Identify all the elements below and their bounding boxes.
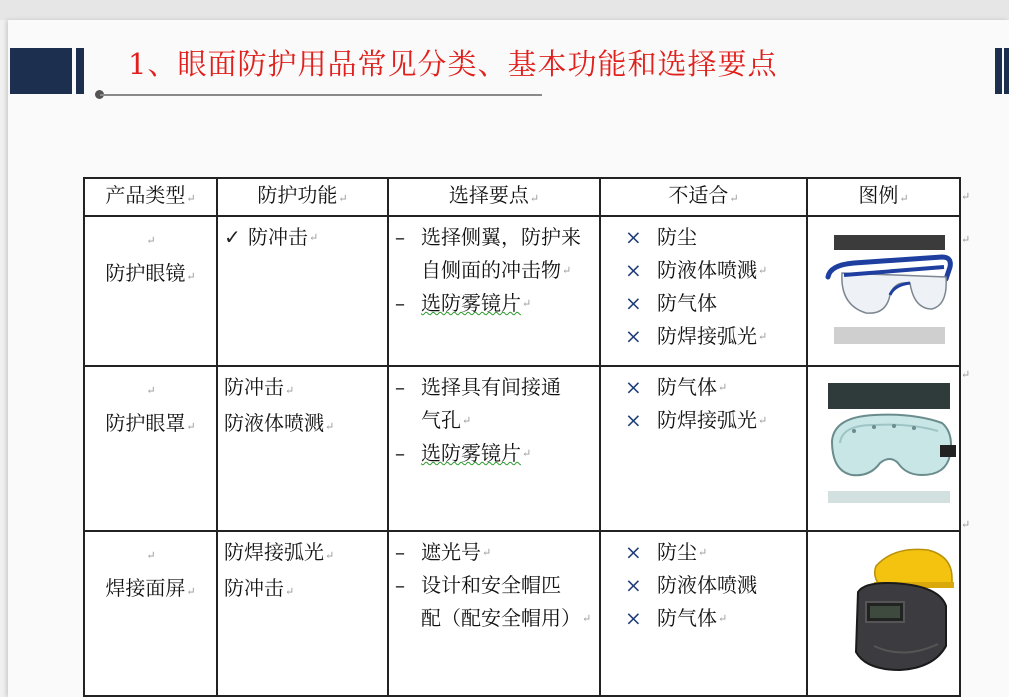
cross-icon: × <box>625 324 642 348</box>
welding-shield-image <box>814 536 964 681</box>
cross-icon: × <box>625 408 642 432</box>
cross-icon: × <box>625 375 642 399</box>
cross-icon: × <box>625 225 642 249</box>
check-icon: ✓ <box>224 225 241 249</box>
title-underline <box>100 94 542 96</box>
unsuitable-cell: × 防尘 ↵ × 防液体喷溅 × 防气体 ↵ <box>600 531 807 696</box>
header-cell: 图例↵ <box>807 178 960 216</box>
type-cell: ↵ 焊接面屏↵ <box>84 531 217 696</box>
slide-deco-left <box>10 48 72 94</box>
cross-icon: × <box>625 573 642 597</box>
points-cell: – 遮光号 ↵ – 设计和安全帽匹 配（配安全帽用） ↵ <box>388 531 600 696</box>
cross-icon: × <box>625 606 642 630</box>
header-cell: 防护功能↵ <box>217 178 388 216</box>
function-cell: ✓ 防冲击 ↵ <box>217 216 388 366</box>
protection-table <box>83 177 961 697</box>
image-cell <box>807 366 960 531</box>
function-cell: 防冲击↵ 防液体喷溅↵ <box>217 366 388 531</box>
slide-deco-left-stripe <box>76 48 84 94</box>
header-cell: 产品类型↵ <box>84 178 217 216</box>
function-cell: 防焊接弧光↵ 防冲击↵ <box>217 531 388 696</box>
type-cell: ↵ 防护眼罩↵ <box>84 366 217 531</box>
points-cell: – 选择侧翼，防护来 自侧面的冲击物 ↵ – 选防雾镜片 ↵ <box>388 216 600 366</box>
table-row-marker: ↵ <box>961 518 971 531</box>
cross-icon: × <box>625 258 642 282</box>
table-header-row <box>84 178 960 216</box>
top-bar <box>0 0 1009 20</box>
type-cell: ↵ 防护眼镜↵ <box>84 216 217 366</box>
table-row-marker: ↵ <box>961 190 971 203</box>
unsuitable-cell: × 防气体 ↵ × 防焊接弧光 ↵ <box>600 366 807 531</box>
header-cell: 不适合↵ <box>600 178 807 216</box>
table-row <box>84 366 960 531</box>
table-row-marker: ↵ <box>961 368 971 381</box>
slide-deco-right <box>995 48 1002 94</box>
table-row <box>84 216 960 366</box>
slide-deco-right-stripe <box>1004 48 1009 94</box>
header-cell: 选择要点↵ <box>388 178 600 216</box>
cross-icon: × <box>625 291 642 315</box>
table-row <box>84 531 960 696</box>
safety-goggles-image <box>814 371 964 516</box>
points-cell: – 选择具有间接通 气孔 ↵ – 选防雾镜片 ↵ <box>388 366 600 531</box>
cross-icon: × <box>625 540 642 564</box>
safety-glasses-image <box>814 221 964 351</box>
image-cell <box>807 216 960 366</box>
table-row-marker: ↵ <box>961 233 971 246</box>
unsuitable-cell: × 防尘 × 防液体喷溅 ↵ × 防气体 × 防焊接弧光 ↵ <box>600 216 807 366</box>
image-cell <box>807 531 960 696</box>
slide-title: 1、眼面防护用品常见分类、基本功能和选择要点 <box>128 47 778 81</box>
